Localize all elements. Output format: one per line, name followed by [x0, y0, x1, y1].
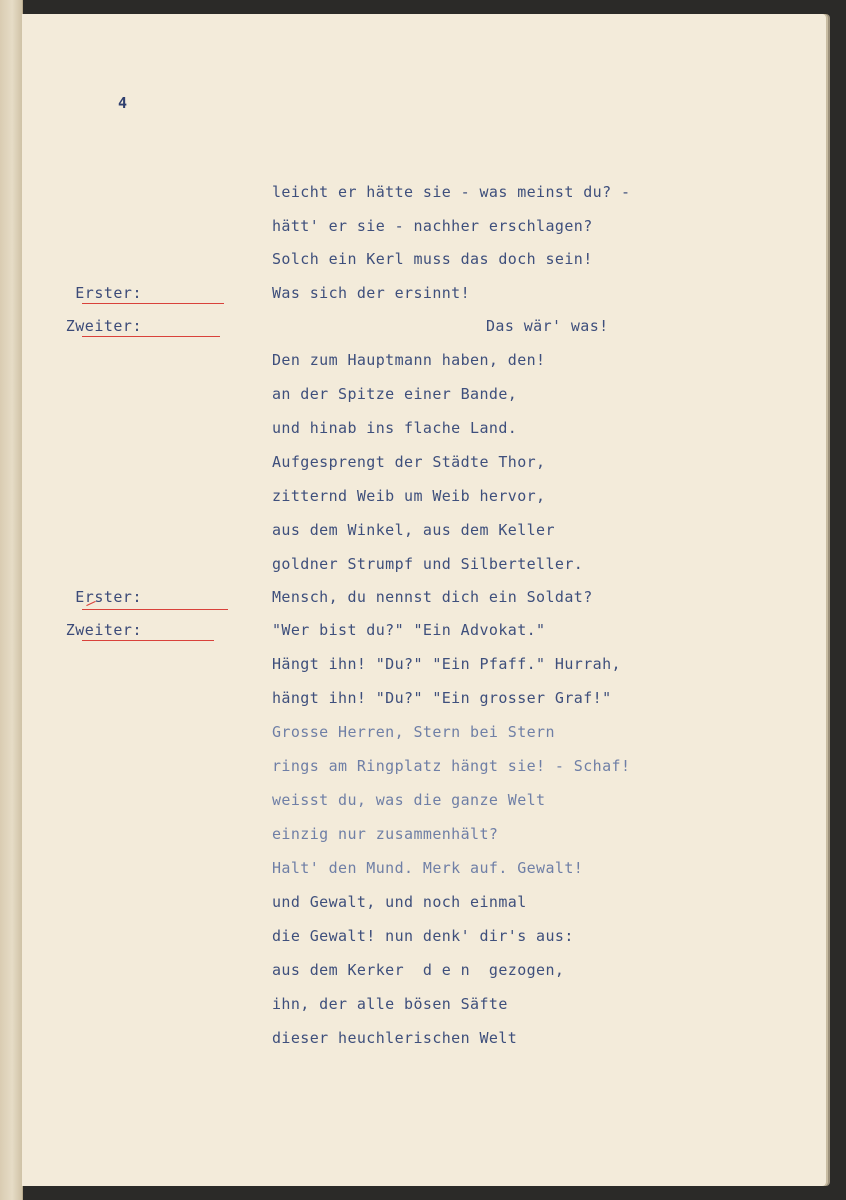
verse-line: Hängt ihn! "Du?" "Ein Pfaff." Hurrah,: [272, 655, 621, 673]
speaker-name: Zweiter:: [65, 317, 142, 335]
red-underline: [82, 609, 228, 610]
verse-line: Aufgesprengt der Städte Thor,: [272, 453, 546, 471]
verse-line: Den zum Hauptmann haben, den!: [272, 351, 546, 369]
verse-line: aus dem Kerker d e n gezogen,: [272, 961, 565, 979]
verse-line: Halt' den Mund. Merk auf. Gewalt!: [272, 859, 584, 877]
typescript-page: [22, 14, 826, 1186]
verse-line: aus dem Winkel, aus dem Keller: [272, 521, 555, 539]
verse-line: Solch ein Kerl muss das doch sein!: [272, 250, 593, 268]
speaker-name: Zweiter:: [65, 621, 142, 639]
verse-line: weisst du, was die ganze Welt: [272, 791, 546, 809]
speaker-name: Erster:: [75, 284, 142, 302]
verse-line: goldner Strumpf und Silberteller.: [272, 555, 584, 573]
verse-line: "Wer bist du?" "Ein Advokat.": [272, 621, 546, 639]
verse-line: leicht er hätte sie - was meinst du? -: [272, 183, 631, 201]
verse-line: zitternd Weib um Weib hervor,: [272, 487, 546, 505]
verse-line: rings am Ringplatz hängt sie! - Schaf!: [272, 757, 631, 775]
binding-spine: [0, 0, 23, 1200]
verse-line: hätt' er sie - nachher erschlagen?: [272, 217, 593, 235]
verse-line: Das wär' was!: [486, 317, 609, 335]
verse-line: Was sich der ersinnt!: [272, 284, 471, 302]
red-underline: [82, 640, 214, 641]
verse-line: Grosse Herren, Stern bei Stern: [272, 723, 555, 741]
verse-line: und hinab ins flache Land.: [272, 419, 518, 437]
red-underline: [82, 336, 220, 337]
verse-line: an der Spitze einer Bande,: [272, 385, 518, 403]
verse-line: die Gewalt! nun denk' dir's aus:: [272, 927, 574, 945]
verse-line: dieser heuchlerischen Welt: [272, 1029, 518, 1047]
red-underline: [82, 303, 224, 304]
verse-line: ihn, der alle bösen Säfte: [272, 995, 508, 1013]
page-number: 4: [118, 94, 128, 112]
verse-line: hängt ihn! "Du?" "Ein grosser Graf!": [272, 689, 612, 707]
verse-line: Mensch, du nennst dich ein Soldat?: [272, 588, 593, 606]
verse-line: und Gewalt, und noch einmal: [272, 893, 527, 911]
verse-line: einzig nur zusammenhält?: [272, 825, 499, 843]
speaker-name: Erster:: [75, 588, 142, 606]
